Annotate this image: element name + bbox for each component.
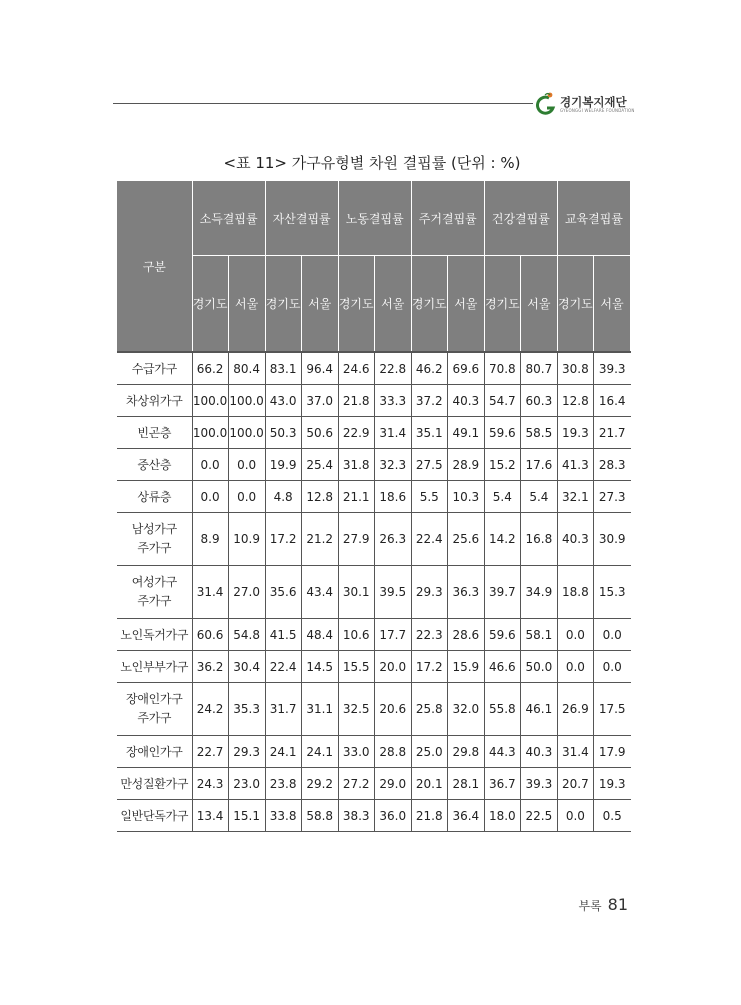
table-cell: 15.9 [447,651,484,683]
row-label [117,683,192,736]
table-cell: 14.5 [301,651,338,683]
table-cell: 29.3 [228,736,265,768]
row-label-line: 주가구 [137,711,172,725]
subcolumn-header: 경기도 [484,256,520,353]
table-row [117,385,631,417]
table-cell: 30.1 [338,566,374,619]
table-cell: 12.8 [301,481,338,513]
group-header: 건강결핍률 [484,181,557,256]
table-cell: 29.0 [374,768,411,800]
logo-subtitle: GYEONGGI WELFARE FOUNDATION [560,108,635,113]
table-cell: 26.3 [374,513,411,566]
table-cell: 28.3 [593,449,630,481]
table-cell: 4.8 [265,481,301,513]
table-cell: 43.0 [265,385,301,417]
table-cell: 28.1 [447,768,484,800]
table-row [117,417,631,449]
table-cell: 0.0 [192,481,228,513]
table-row [117,481,631,513]
table-cell: 50.0 [520,651,557,683]
row-label [117,352,192,385]
table-cell: 23.0 [228,768,265,800]
table-cell: 24.1 [265,736,301,768]
table-cell: 15.5 [338,651,374,683]
table-cell: 28.6 [447,619,484,651]
row-label [117,417,192,449]
subcolumn-header: 경기도 [411,256,447,353]
group-header: 주거결핍률 [411,181,484,256]
table-cell: 24.6 [338,352,374,385]
table-cell: 49.1 [447,417,484,449]
table-cell: 31.4 [557,736,593,768]
foundation-logo-icon [535,92,557,116]
table-cell: 39.3 [593,352,630,385]
table-cell: 22.9 [338,417,374,449]
table-cell: 36.3 [447,566,484,619]
table-cell: 14.2 [484,513,520,566]
row-label-line: 중산층 [137,458,172,472]
row-label-line: 주가구 [137,541,172,555]
subcolumn-header: 서울 [593,256,630,353]
table-cell: 10.9 [228,513,265,566]
table-cell: 21.8 [338,385,374,417]
table-row [117,513,631,566]
table-cell: 35.3 [228,683,265,736]
table-cell: 0.0 [228,449,265,481]
table-cell: 25.6 [447,513,484,566]
table-cell: 69.6 [447,352,484,385]
table-cell: 19.3 [557,417,593,449]
table-cell: 24.1 [301,736,338,768]
table-cell: 15.3 [593,566,630,619]
table-cell: 10.6 [338,619,374,651]
table-cell: 54.7 [484,385,520,417]
table-cell: 0.0 [557,619,593,651]
table-cell: 21.2 [301,513,338,566]
table-cell: 0.0 [192,449,228,481]
table-cell: 28.8 [374,736,411,768]
table-cell: 100.0 [192,385,228,417]
row-label-line: 장애인가구 [126,745,183,759]
table-cell: 15.2 [484,449,520,481]
table-cell: 24.2 [192,683,228,736]
group-header: 노동결핍률 [338,181,411,256]
table-cell: 58.5 [520,417,557,449]
table-cell: 33.0 [338,736,374,768]
row-label [117,385,192,417]
table-cell: 27.2 [338,768,374,800]
table-cell: 29.2 [301,768,338,800]
table-cell: 33.3 [374,385,411,417]
table-cell: 18.0 [484,800,520,832]
group-header: 자산결핍률 [265,181,338,256]
table-cell: 31.1 [301,683,338,736]
table-cell: 37.0 [301,385,338,417]
subcolumn-header: 경기도 [557,256,593,353]
table-row [117,683,631,736]
table-cell: 23.8 [265,768,301,800]
table-cell: 31.4 [374,417,411,449]
row-label-line: 여성가구 [131,575,177,589]
table-cell: 27.5 [411,449,447,481]
group-header: 교육결핍률 [557,181,630,256]
table-cell: 17.5 [593,683,630,736]
row-label [117,651,192,683]
table-cell: 46.2 [411,352,447,385]
table-cell: 36.7 [484,768,520,800]
table-cell: 44.3 [484,736,520,768]
table-cell: 22.3 [411,619,447,651]
table-cell: 27.9 [338,513,374,566]
table-cell: 16.8 [520,513,557,566]
subcolumn-header: 서울 [228,256,265,353]
row-label [117,513,192,566]
table-cell: 30.8 [557,352,593,385]
table-cell: 36.4 [447,800,484,832]
row-label [117,619,192,651]
table-cell: 5.4 [484,481,520,513]
table-cell: 25.0 [411,736,447,768]
table-row [117,352,631,385]
table-cell: 0.0 [228,481,265,513]
table-cell: 66.2 [192,352,228,385]
table-cell: 32.3 [374,449,411,481]
table-cell: 22.5 [520,800,557,832]
table-cell: 27.0 [228,566,265,619]
foundation-logo [535,92,635,116]
table-cell: 39.7 [484,566,520,619]
table-cell: 32.0 [447,683,484,736]
table-cell: 0.0 [557,800,593,832]
subcolumn-header: 서울 [301,256,338,353]
table-title: <표 11> 가구유형별 차원 결핍률 (단위 : %) [223,154,521,172]
footer-label: 부록 [578,899,602,913]
row-label-line: 상류층 [137,490,172,504]
table-cell: 50.3 [265,417,301,449]
table-cell: 39.3 [520,768,557,800]
corner-header: 구분 [117,181,192,353]
table-cell: 31.7 [265,683,301,736]
table-cell: 39.5 [374,566,411,619]
table-cell: 55.8 [484,683,520,736]
table-cell: 80.7 [520,352,557,385]
deprivation-rate-table [117,180,631,832]
table-cell: 31.4 [192,566,228,619]
table-cell: 36.2 [192,651,228,683]
table-cell: 40.3 [557,513,593,566]
table-cell: 96.4 [301,352,338,385]
table-cell: 17.2 [265,513,301,566]
table-cell: 22.7 [192,736,228,768]
table-cell: 22.8 [374,352,411,385]
table-cell: 10.3 [447,481,484,513]
table-cell: 38.3 [338,800,374,832]
table-cell: 22.4 [411,513,447,566]
row-label-line: 일반단독가구 [120,809,189,823]
table-cell: 0.0 [557,651,593,683]
table-row [117,800,631,832]
table-cell: 17.7 [374,619,411,651]
table-cell: 58.1 [520,619,557,651]
table-cell: 70.8 [484,352,520,385]
row-label [117,449,192,481]
row-label [117,768,192,800]
row-label-line: 노인독거가구 [120,628,189,642]
table-row [117,651,631,683]
subcolumn-header: 서울 [447,256,484,353]
subcolumn-header: 경기도 [338,256,374,353]
table-cell: 17.9 [593,736,630,768]
subcolumn-header: 서울 [374,256,411,353]
table-cell: 40.3 [520,736,557,768]
table-cell: 21.1 [338,481,374,513]
table-cell: 48.4 [301,619,338,651]
table-cell: 20.1 [411,768,447,800]
table-row [117,449,631,481]
table-cell: 16.4 [593,385,630,417]
subcolumn-header: 서울 [520,256,557,353]
table-cell: 0.5 [593,800,630,832]
table-cell: 29.8 [447,736,484,768]
row-label-line: 주가구 [137,594,172,608]
row-label-line: 만성질환가구 [120,777,189,791]
table-row [117,566,631,619]
table-cell: 37.2 [411,385,447,417]
table-cell: 17.2 [411,651,447,683]
logo-text: 경기복지재단 [560,95,627,109]
row-label [117,800,192,832]
table-cell: 100.0 [228,385,265,417]
table-cell: 19.3 [593,768,630,800]
row-label-line: 수급가구 [131,362,177,376]
table-cell: 31.8 [338,449,374,481]
table-cell: 26.9 [557,683,593,736]
row-label-line: 남성가구 [131,522,177,536]
table-cell: 0.0 [593,619,630,651]
table-cell: 21.8 [411,800,447,832]
table-cell: 22.4 [265,651,301,683]
table-cell: 28.9 [447,449,484,481]
table-row [117,768,631,800]
table-row [117,619,631,651]
table-cell: 17.6 [520,449,557,481]
page-number: 81 [607,895,628,914]
table-cell: 13.4 [192,800,228,832]
subcolumn-header: 경기도 [265,256,301,353]
table-cell: 29.3 [411,566,447,619]
table-cell: 30.9 [593,513,630,566]
table-cell: 15.1 [228,800,265,832]
table-cell: 59.6 [484,619,520,651]
page-footer [578,895,628,914]
table-cell: 21.7 [593,417,630,449]
table-cell: 25.4 [301,449,338,481]
table-cell: 27.3 [593,481,630,513]
table-cell: 35.1 [411,417,447,449]
table-cell: 30.4 [228,651,265,683]
table-cell: 100.0 [192,417,228,449]
row-label-line: 빈곤층 [137,426,172,440]
table-cell: 35.6 [265,566,301,619]
table-cell: 34.9 [520,566,557,619]
row-label-line: 차상위가구 [126,394,183,408]
table-cell: 20.7 [557,768,593,800]
table-cell: 20.6 [374,683,411,736]
table-cell: 5.4 [520,481,557,513]
table-cell: 50.6 [301,417,338,449]
table-cell: 24.3 [192,768,228,800]
table-cell: 54.8 [228,619,265,651]
table-cell: 18.6 [374,481,411,513]
table-cell: 100.0 [228,417,265,449]
row-label [117,736,192,768]
table-cell: 8.9 [192,513,228,566]
table-cell: 40.3 [447,385,484,417]
table-cell: 60.3 [520,385,557,417]
table-cell: 43.4 [301,566,338,619]
group-header: 소득결핍률 [192,181,265,256]
table-cell: 32.5 [338,683,374,736]
table-cell: 25.8 [411,683,447,736]
subcolumn-header: 경기도 [192,256,228,353]
table-row [117,736,631,768]
table-cell: 32.1 [557,481,593,513]
table-cell: 46.6 [484,651,520,683]
row-label [117,481,192,513]
row-label [117,566,192,619]
header-rule [113,103,533,104]
table-cell: 59.6 [484,417,520,449]
table-cell: 58.8 [301,800,338,832]
table-cell: 12.8 [557,385,593,417]
table-cell: 19.9 [265,449,301,481]
table-cell: 33.8 [265,800,301,832]
table-cell: 80.4 [228,352,265,385]
table-cell: 20.0 [374,651,411,683]
table-cell: 36.0 [374,800,411,832]
table-cell: 0.0 [593,651,630,683]
table-cell: 41.3 [557,449,593,481]
table-cell: 5.5 [411,481,447,513]
table-cell: 18.8 [557,566,593,619]
table-cell: 46.1 [520,683,557,736]
table-cell: 60.6 [192,619,228,651]
row-label-line: 노인부부가구 [120,660,189,674]
table-cell: 83.1 [265,352,301,385]
table-cell: 41.5 [265,619,301,651]
row-label-line: 장애인가구 [126,692,183,706]
